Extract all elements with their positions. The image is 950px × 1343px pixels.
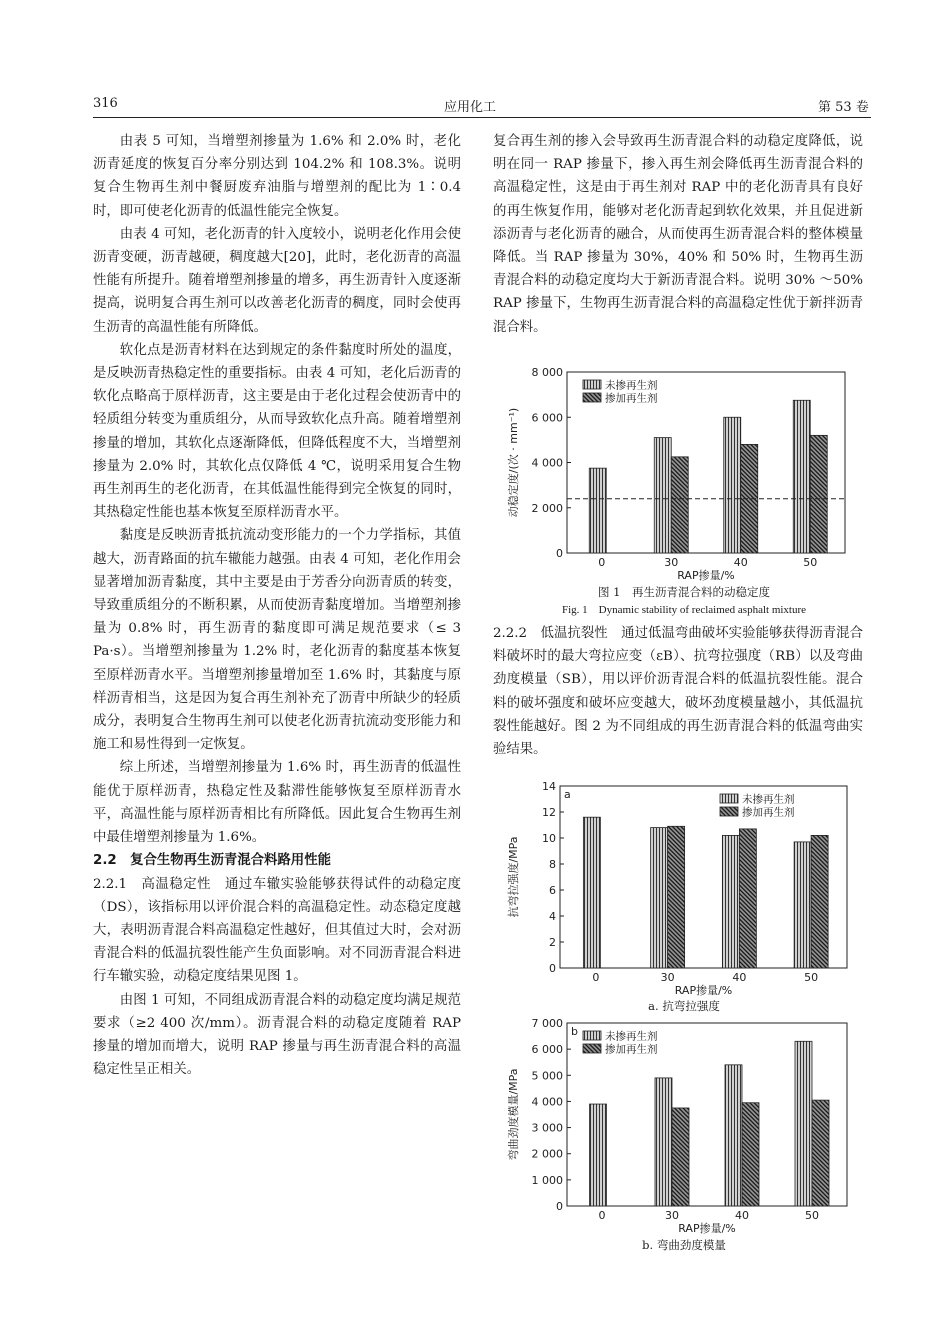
legend-label: 掺加再生剂 bbox=[742, 806, 795, 819]
y-tick-label: 4 bbox=[549, 910, 556, 923]
figure-2a-caption: a. 抗弯拉强度 bbox=[648, 999, 720, 1013]
legend-label: 掺加再生剂 bbox=[605, 1043, 658, 1056]
x-tick-label: 30 bbox=[665, 1209, 679, 1222]
y-tick-label: 14 bbox=[542, 780, 556, 793]
bar bbox=[668, 826, 685, 968]
left-column bbox=[93, 130, 461, 1081]
y-tick-label: 2 bbox=[549, 936, 556, 949]
paragraph: 由表 5 可知，当增塑剂掺量为 1.6% 和 2.0% 时，老化沥青延度的恢复百分率分别达到 104.2% 和 108.3%。说明复合生物再生剂中餐厨废弃油脂与增塑剂的配比为 1∶0.4 时，即可使老化沥青的低温性能完全恢复。 bbox=[93, 134, 461, 219]
bar bbox=[794, 842, 811, 968]
bar bbox=[672, 1108, 689, 1206]
y-tick-label: 10 bbox=[542, 832, 556, 845]
bar bbox=[583, 817, 600, 968]
bar bbox=[651, 828, 668, 968]
bar bbox=[725, 1065, 742, 1206]
x-tick-label: 50 bbox=[805, 1209, 819, 1222]
paragraph: 由表 4 可知，老化沥青的针入度较小，说明老化作用会使沥青变硬，沥青越硬，稠度越大[20]，此时，老化沥青的高温性能有所提升。随着增塑剂掺量的增多，再生沥青针入度逐渐提高，说明复合再生剂可以改善老化沥青的稠度，同时会使再生沥青的高温性能有所降低。 bbox=[93, 226, 461, 335]
y-tick-label: 0 bbox=[556, 547, 563, 560]
header-rule bbox=[93, 117, 871, 118]
figure-1-chart bbox=[505, 362, 863, 584]
paragraph: 黏度是反映沥青抵抗流动变形能力的一个力学指标，其值越大，沥青路面的抗车辙能力越强。由表 4 可知，老化作用会显著增加沥青黏度，其中主要是由于芳香分向沥青质的转变，导致重质组分的不断积累，从而使沥青黏度增加。当增塑剂掺量为 0.8% 时，再生沥青的黏度即可满足规范要求（≤ 3 Pa·s）。当增塑剂掺量为 1.2% 时，老化沥青的黏度基本恢复至原样沥青水平。当增塑剂掺量增加至 1.6% 时，其黏度与原样沥青相当，这是因为复合再生剂补充了沥青中所缺少的轻质成分，表明复合生物再生剂可以使老化沥青抗流动变形能力和施工和易性得到一定恢复。 bbox=[93, 528, 461, 753]
legend-swatch bbox=[720, 794, 738, 803]
y-tick-label: 2 000 bbox=[531, 501, 563, 515]
x-tick-label: 30 bbox=[660, 971, 675, 984]
bar bbox=[811, 835, 828, 968]
panel-label: a bbox=[564, 788, 571, 801]
y-tick-label: 1 000 bbox=[531, 1173, 563, 1187]
right-column-top bbox=[493, 130, 863, 339]
figure-2a-chart bbox=[505, 780, 863, 998]
x-tick-label: 30 bbox=[664, 556, 679, 569]
bar bbox=[742, 1103, 759, 1206]
x-tick-label: 0 bbox=[598, 1209, 606, 1222]
bar bbox=[655, 1078, 672, 1206]
bar bbox=[812, 1100, 829, 1206]
legend-swatch bbox=[583, 393, 601, 402]
bar bbox=[671, 457, 688, 553]
y-tick-label: 2 000 bbox=[531, 1147, 563, 1161]
y-tick-label: 0 bbox=[549, 962, 556, 975]
x-tick-label: 40 bbox=[732, 971, 747, 984]
bar bbox=[590, 1104, 607, 1206]
x-tick-label: 0 bbox=[592, 971, 600, 984]
y-axis-label: 抗弯拉强度/MPa bbox=[507, 836, 520, 918]
legend-swatch bbox=[583, 1031, 601, 1040]
right-column-mid bbox=[493, 622, 863, 761]
bar bbox=[793, 400, 810, 553]
y-tick-label: 4 000 bbox=[531, 1095, 563, 1109]
y-tick-label: 4 000 bbox=[531, 456, 563, 470]
y-tick-label: 12 bbox=[542, 806, 556, 819]
legend-swatch bbox=[720, 807, 738, 816]
figure-2b-caption: b. 弯曲劲度模量 bbox=[642, 1238, 726, 1252]
bar bbox=[795, 1041, 812, 1206]
panel-label: b bbox=[571, 1025, 578, 1038]
bar bbox=[810, 435, 827, 553]
legend-label: 未掺再生剂 bbox=[605, 379, 658, 392]
journal-title: 应用化工 bbox=[444, 100, 497, 115]
x-axis-label: RAP掺量/% bbox=[677, 569, 735, 582]
bar bbox=[654, 438, 671, 553]
y-tick-label: 6 000 bbox=[531, 1043, 563, 1057]
paragraph: 软化点是沥青材料在达到规定的条件黏度时所处的温度，是反映沥青热稳定性的重要指标。由表 4 可知，老化后沥青的软化点略高于原样沥青，这主要是由于老化过程会使沥青中的轻质组分转变为重质组分，从而导致软化点升高。随着增塑剂掺量的增加，其软化点逐渐降低，但降低程度不大，当增塑剂掺量为 2.0% 时，其软化点仅降低 4 ℃，说明采用复合生物再生剂再生的老化沥青，在其低温性能得到完全恢复的同时，其热稳定性能也基本恢复至原样沥青水平。 bbox=[93, 342, 461, 521]
paragraph: 2.2.1 高温稳定性 通过车辙实验能够获得试件的动稳定度（DS），该指标用以评价混合料的高温稳定性。动态稳定度越大，表明沥青混合料高温稳定性越好，但其值过大时，会对沥青混合料的低温抗裂性能产生负面影响。对不同沥青混合料进行车辙实验，动稳定度结果见图 1。 bbox=[93, 876, 461, 985]
figure-1-caption-en: Fig. 1 Dynamic stability of reclaimed asphalt mixture bbox=[561, 604, 807, 616]
x-tick-label: 40 bbox=[733, 556, 748, 569]
page-number: 316 bbox=[93, 96, 118, 111]
y-tick-label: 6 bbox=[549, 884, 556, 897]
y-tick-label: 8 bbox=[549, 858, 556, 871]
legend-label: 未掺再生剂 bbox=[605, 1030, 658, 1043]
y-axis-label: 动稳定度/(次 · mm⁻¹) bbox=[507, 407, 520, 518]
figure-2b-chart bbox=[505, 1017, 863, 1235]
y-tick-label: 0 bbox=[556, 1200, 563, 1213]
figure-1-caption-zh: 图 1 再生沥青混合料的动稳定度 bbox=[598, 585, 770, 599]
paragraph: 2.2.2 低温抗裂性 通过低温弯曲破坏实验能够获得沥青混合料破坏时的最大弯拉应变（εB）、抗弯拉强度（RB）以及弯曲劲度模量（SB），用以评价沥青混合料的低温抗裂性能。混合料的破坏强度和破坏应变越大，破坏劲度模量越小，其低温抗裂性能越好。图 2 为不同组成的再生沥青混合料的低温弯曲实验结果。 bbox=[493, 626, 863, 758]
x-tick-label: 50 bbox=[803, 556, 818, 569]
y-axis-label: 弯曲劲度模量/MPa bbox=[507, 1068, 520, 1161]
legend-swatch bbox=[583, 1044, 601, 1053]
x-tick-label: 50 bbox=[804, 971, 819, 984]
x-tick-label: 40 bbox=[735, 1209, 749, 1222]
volume-number: 第 53 卷 bbox=[818, 100, 869, 115]
paragraph: 复合再生剂的掺入会导致再生沥青混合料的动稳定度降低，说明在同一 RAP 掺量下，掺入再生剂会降低再生沥青混合料的高温稳定性，这是由于再生剂对 RAP 中的老化沥青具有良好的再生恢复作用，能够对老化沥青起到软化效果，并且促进新添沥青与老化沥青的融合，从而使再生沥青混合料的整体模量降低。当 RAP 掺量为 30%，40% 和 50% 时，生物再生沥青混合料的动稳定度均大于新沥青混合料。说明 30% ～50% RAP 掺量下，生物再生沥青混合料的高温稳定性优于新拌沥青混合料。 bbox=[493, 134, 863, 335]
paragraph: 由图 1 可知，不同组成沥青混合料的动稳定度均满足规范要求（≥2 400 次/mm）。沥青混合料的动稳定度随着 RAP 掺量的增加而增大，说明 RAP 掺量与再生沥青混合料的高温稳定性呈正相关。 bbox=[93, 992, 461, 1078]
bar bbox=[589, 468, 606, 553]
paragraph: 综上所述，当增塑剂掺量为 1.6% 时，再生沥青的低温性能优于原样沥青，热稳定性及黏滞性能够恢复至原样沥青水平，高温性能与原样沥青相比有所降低。因此复合生物再生剂中最佳增塑剂掺量为 1.6%。 bbox=[93, 760, 461, 846]
legend-swatch bbox=[583, 380, 601, 389]
y-tick-label: 3 000 bbox=[531, 1121, 563, 1135]
y-tick-label: 7 000 bbox=[531, 1017, 563, 1030]
y-tick-label: 8 000 bbox=[531, 366, 563, 379]
bar bbox=[722, 835, 739, 968]
x-axis-label: RAP掺量/% bbox=[674, 984, 733, 997]
section-heading: 2.2 复合生物再生沥青混合料路用性能 bbox=[93, 853, 331, 869]
bar bbox=[739, 829, 756, 968]
legend-label: 掺加再生剂 bbox=[605, 392, 658, 405]
legend-label: 未掺再生剂 bbox=[742, 793, 795, 806]
x-axis-label: RAP掺量/% bbox=[678, 1222, 736, 1235]
bar bbox=[724, 417, 741, 553]
y-tick-label: 6 000 bbox=[531, 411, 563, 425]
y-tick-label: 5 000 bbox=[531, 1069, 563, 1083]
x-tick-label: 0 bbox=[598, 556, 606, 569]
